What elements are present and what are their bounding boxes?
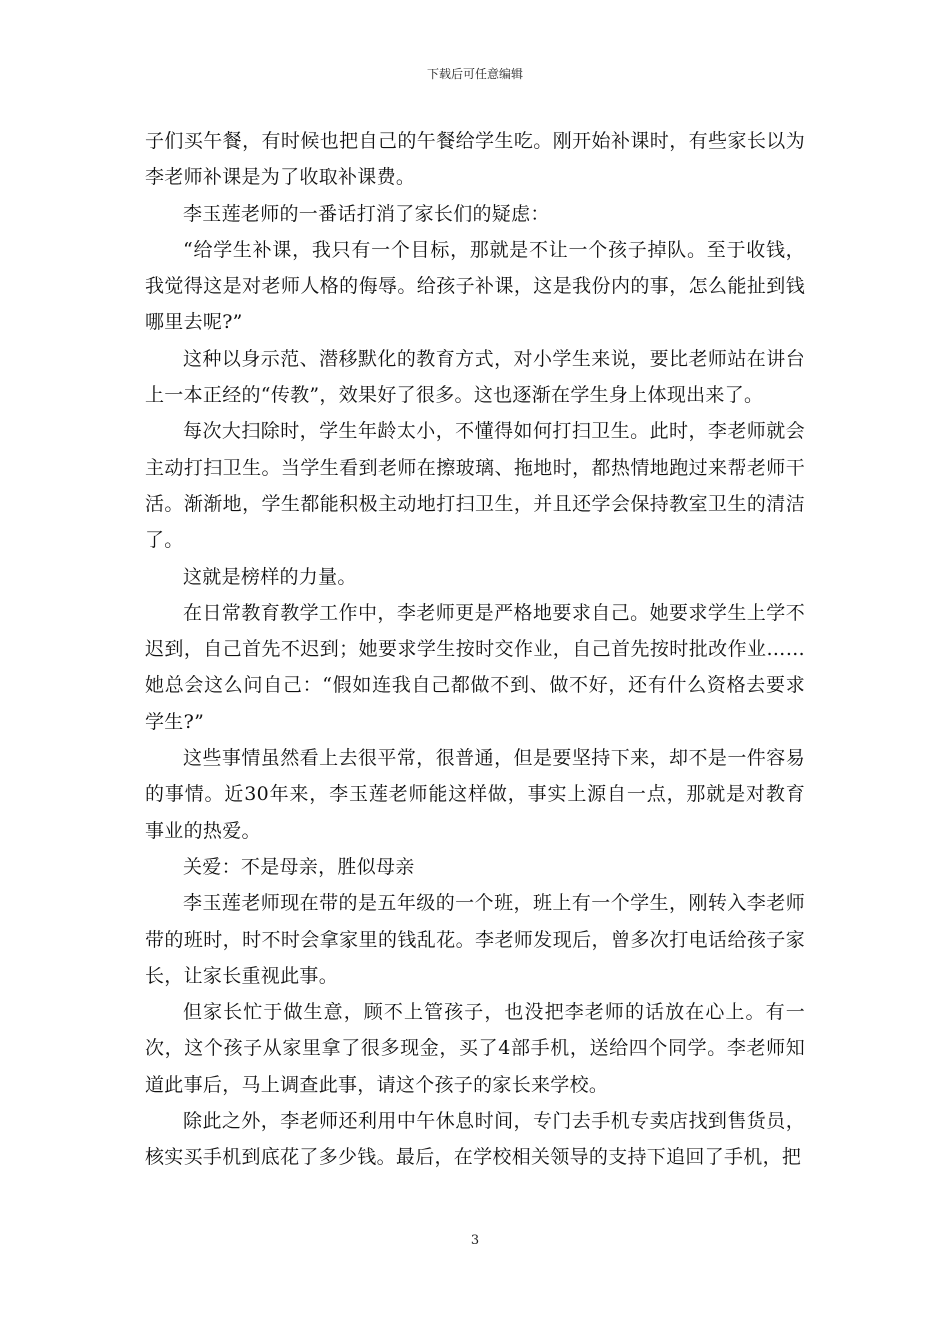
paragraph-9: 李玉莲老师现在带的是五年级的一个班，班上有一个学生，刚转入李老师带的班时，时不时会拿家里的钱乱花。李老师发现后，曾多次打电话给孩子家长，让家长重视此事。	[145, 892, 805, 987]
paragraph-6: 这就是榜样的力量。	[183, 565, 357, 588]
section-heading: 关爱：不是母亲，胜似母亲	[183, 855, 415, 878]
page-number: 3	[470, 1233, 480, 1248]
paragraph-7: 在日常教育教学工作中，李老师更是严格地要求自己。她要求学生上学不迟到，自己首先不迟到；她要求学生按时交作业，自己首先按时批改作业……她总会这么问自己：“假如连我自己都做不到、做不好，还有什么资格去要求学生?”	[145, 601, 805, 733]
paragraph-5: 每次大扫除时，学生年龄太小，不懂得如何打扫卫生。此时，李老师就会主动打扫卫生。当学生看到老师在擦玻璃、拖地时，都热情地跑过来帮老师干活。渐渐地，学生都能积极主动地打扫卫生，并且还学会保持教室卫生的清洁了。	[145, 420, 805, 552]
paragraph-4: 这种以身示范、潜移默化的教育方式，对小学生来说，要比老师站在讲台上一本正经的“传教”，效果好了很多。这也逐渐在学生身上体现出来了。	[145, 347, 805, 407]
page-header: 下载后可任意编辑	[426, 67, 523, 81]
paragraph-1: 子们买午餐，有时候也把自己的午餐给学生吃。刚开始补课时，有些家长以为李老师补课是为了收取补课费。	[145, 130, 805, 189]
paragraph-2: 李玉莲老师的一番话打消了家长们的疑虑：	[183, 202, 550, 225]
paragraph-8: 这些事情虽然看上去很平常，很普通，但是要坚持下来，却不是一件容易的事情。近30年来，李玉莲老师能这样做，事实上源自一点，那就是对教育事业的热爱。	[145, 747, 805, 842]
document-body	[145, 123, 805, 1176]
paragraph-3: “给学生补课，我只有一个目标，那就是不让一个孩子掉队。至于收钱，我觉得这是对老师人格的侮辱。给孩子补课，这是我份内的事，怎么能扯到钱哪里去呢?”	[145, 238, 805, 334]
paragraph-10: 但家长忙于做生意，顾不上管孩子，也没把李老师的话放在心上。有一次，这个孩子从家里拿了很多现金，买了4部手机，送给四个同学。李老师知道此事后，马上调查此事，请这个孩子的家长来学校。	[145, 1001, 805, 1096]
paragraph-11: 除此之外，李老师还利用中午休息时间，专门去手机专卖店找到售货员，核实买手机到底花了多少钱。最后，在学校相关领导的支持下追回了手机，把	[145, 1110, 805, 1169]
